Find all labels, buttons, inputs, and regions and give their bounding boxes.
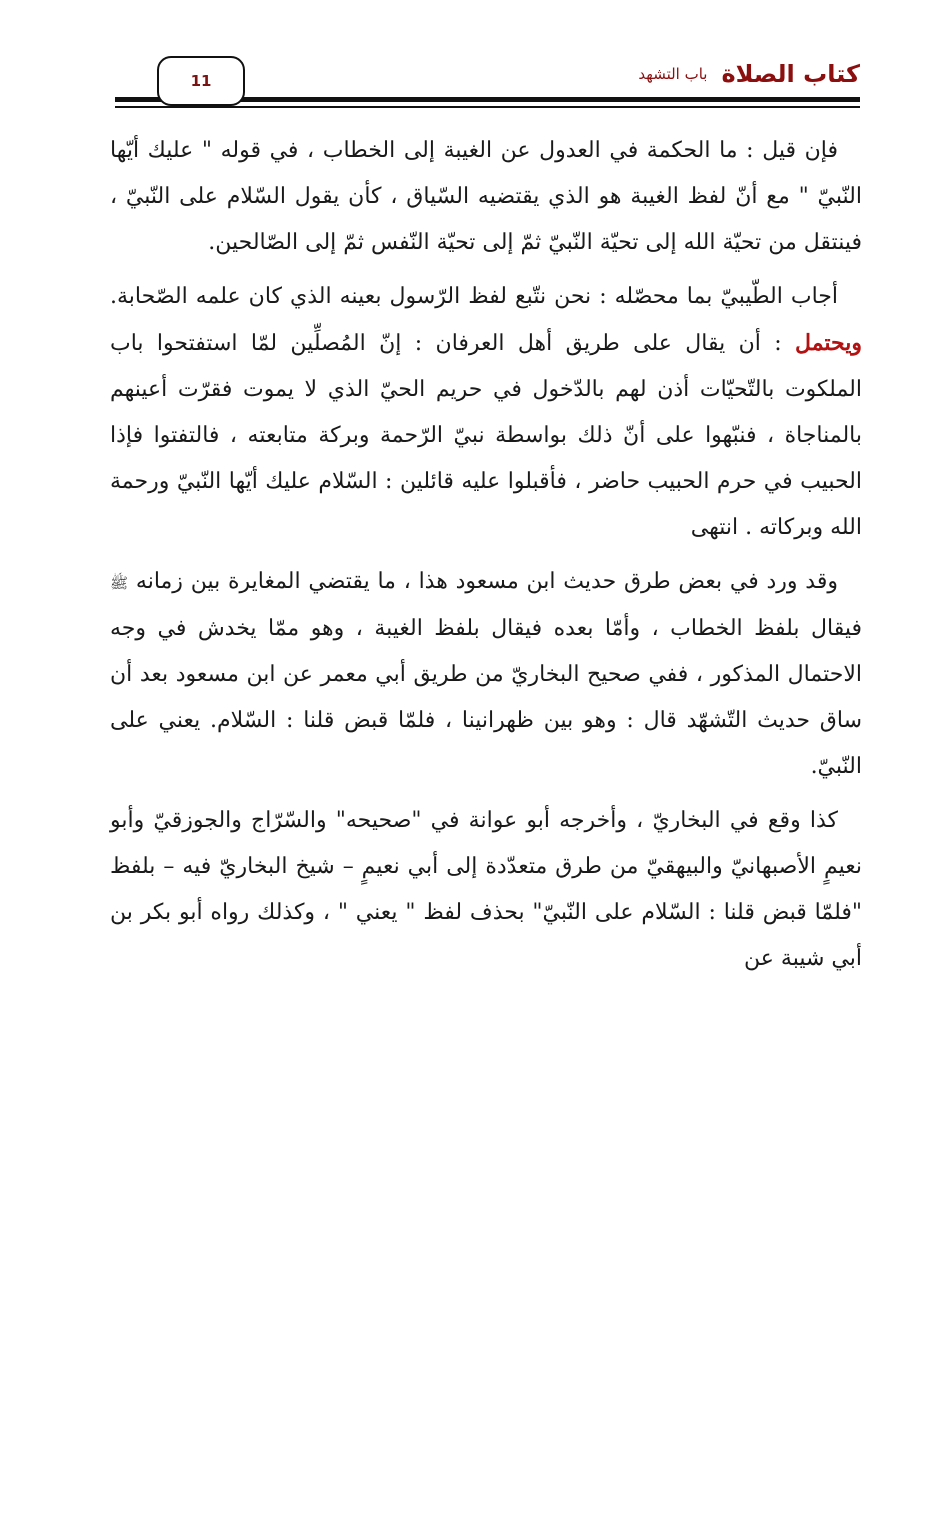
chapter-title: باب التشهد (638, 65, 708, 83)
paragraph-3 (110, 559, 862, 790)
paragraph-3-text-after: فيقال بلفظ الخطاب ، وأمّا بعده فيقال بلفظ الغيبة ، وهو ممّا يخدش في وجه الاحتمال المذكور ، ففي صحيح البخاريّ من طريق أبي معمر عن ابن مسعود بعد أن ساق حديث التّشهّد قال : وهو بين ظهرانينا ، فلمّا قبض قلنا : السّلام. يعني على النّبيّ. (110, 616, 862, 779)
page-header (115, 56, 860, 106)
honorific-symbol: ﷺ (110, 574, 129, 592)
paragraph-1-text: فإن قيل : ما الحكمة في العدول عن الغيبة إلى الخطاب ، في قوله " عليك أيّها النّبيّ " مع أنّ لفظ الغيبة هو الذي يقتضيه السّياق ، كأن يقول السّلام على النّبيّ ، فينتقل من تحيّة الله إلى تحيّة النّبيّ ثمّ إلى تحيّة النّفس ثمّ إلى الصّالحين. (110, 138, 862, 255)
page-number: 11 (190, 72, 212, 90)
paragraph-1 (110, 128, 862, 266)
page-number-box (157, 56, 245, 106)
header-rule-thin (115, 106, 860, 108)
paragraph-4 (110, 798, 862, 982)
highlighted-term: ويحتمل (795, 330, 862, 356)
page-body (110, 128, 862, 982)
book-title: كتاب الصلاة (721, 60, 860, 88)
paragraph-3-text-before: وقد ورد في بعض طرق حديث ابن مسعود هذا ، ما يقتضي المغايرة بين زمانه (135, 569, 838, 594)
paragraph-2-text-after: : أن يقال على طريق أهل العرفان : إنّ المُصلِّين لمّا استفتحوا باب الملكوت بالتّحيّات أذن لهم بالدّخول في حريم الحيّ الذي لا يموت فقرّت أعينهم بالمناجاة ، فنبّهوا على أنّ ذلك بواسطة نبيّ الرّحمة وبركة متابعته ، فالتفتوا فإذا الحبيب في حرم الحبيب حاضر ، فأقبلوا عليه قائلين : السّلام عليك أيّها النّبيّ ورحمة الله وبركاته . انتهى (110, 331, 862, 540)
paragraph-2-text-before: أجاب الطّيبيّ بما محصّله : نحن نتّبع لفظ الرّسول بعينه الذي كان علمه الصّحابة. (110, 284, 838, 309)
paragraph-2 (110, 274, 862, 551)
header-title (638, 56, 860, 92)
paragraph-4-text: كذا وقع في البخاريّ ، وأخرجه أبو عوانة في "صحيحه" والسّرّاج والجوزقيّ وأبو نعيمٍ الأصبهانيّ والبيهقيّ من طرق متعدّدة إلى أبي نعيمٍ – شيخ البخاريّ فيه – بلفظ "فلمّا قبض قلنا : السّلام على النّبيّ" بحذف لفظ " يعني " ، وكذلك رواه أبو بكر بن أبي شيبة عن (110, 808, 862, 971)
